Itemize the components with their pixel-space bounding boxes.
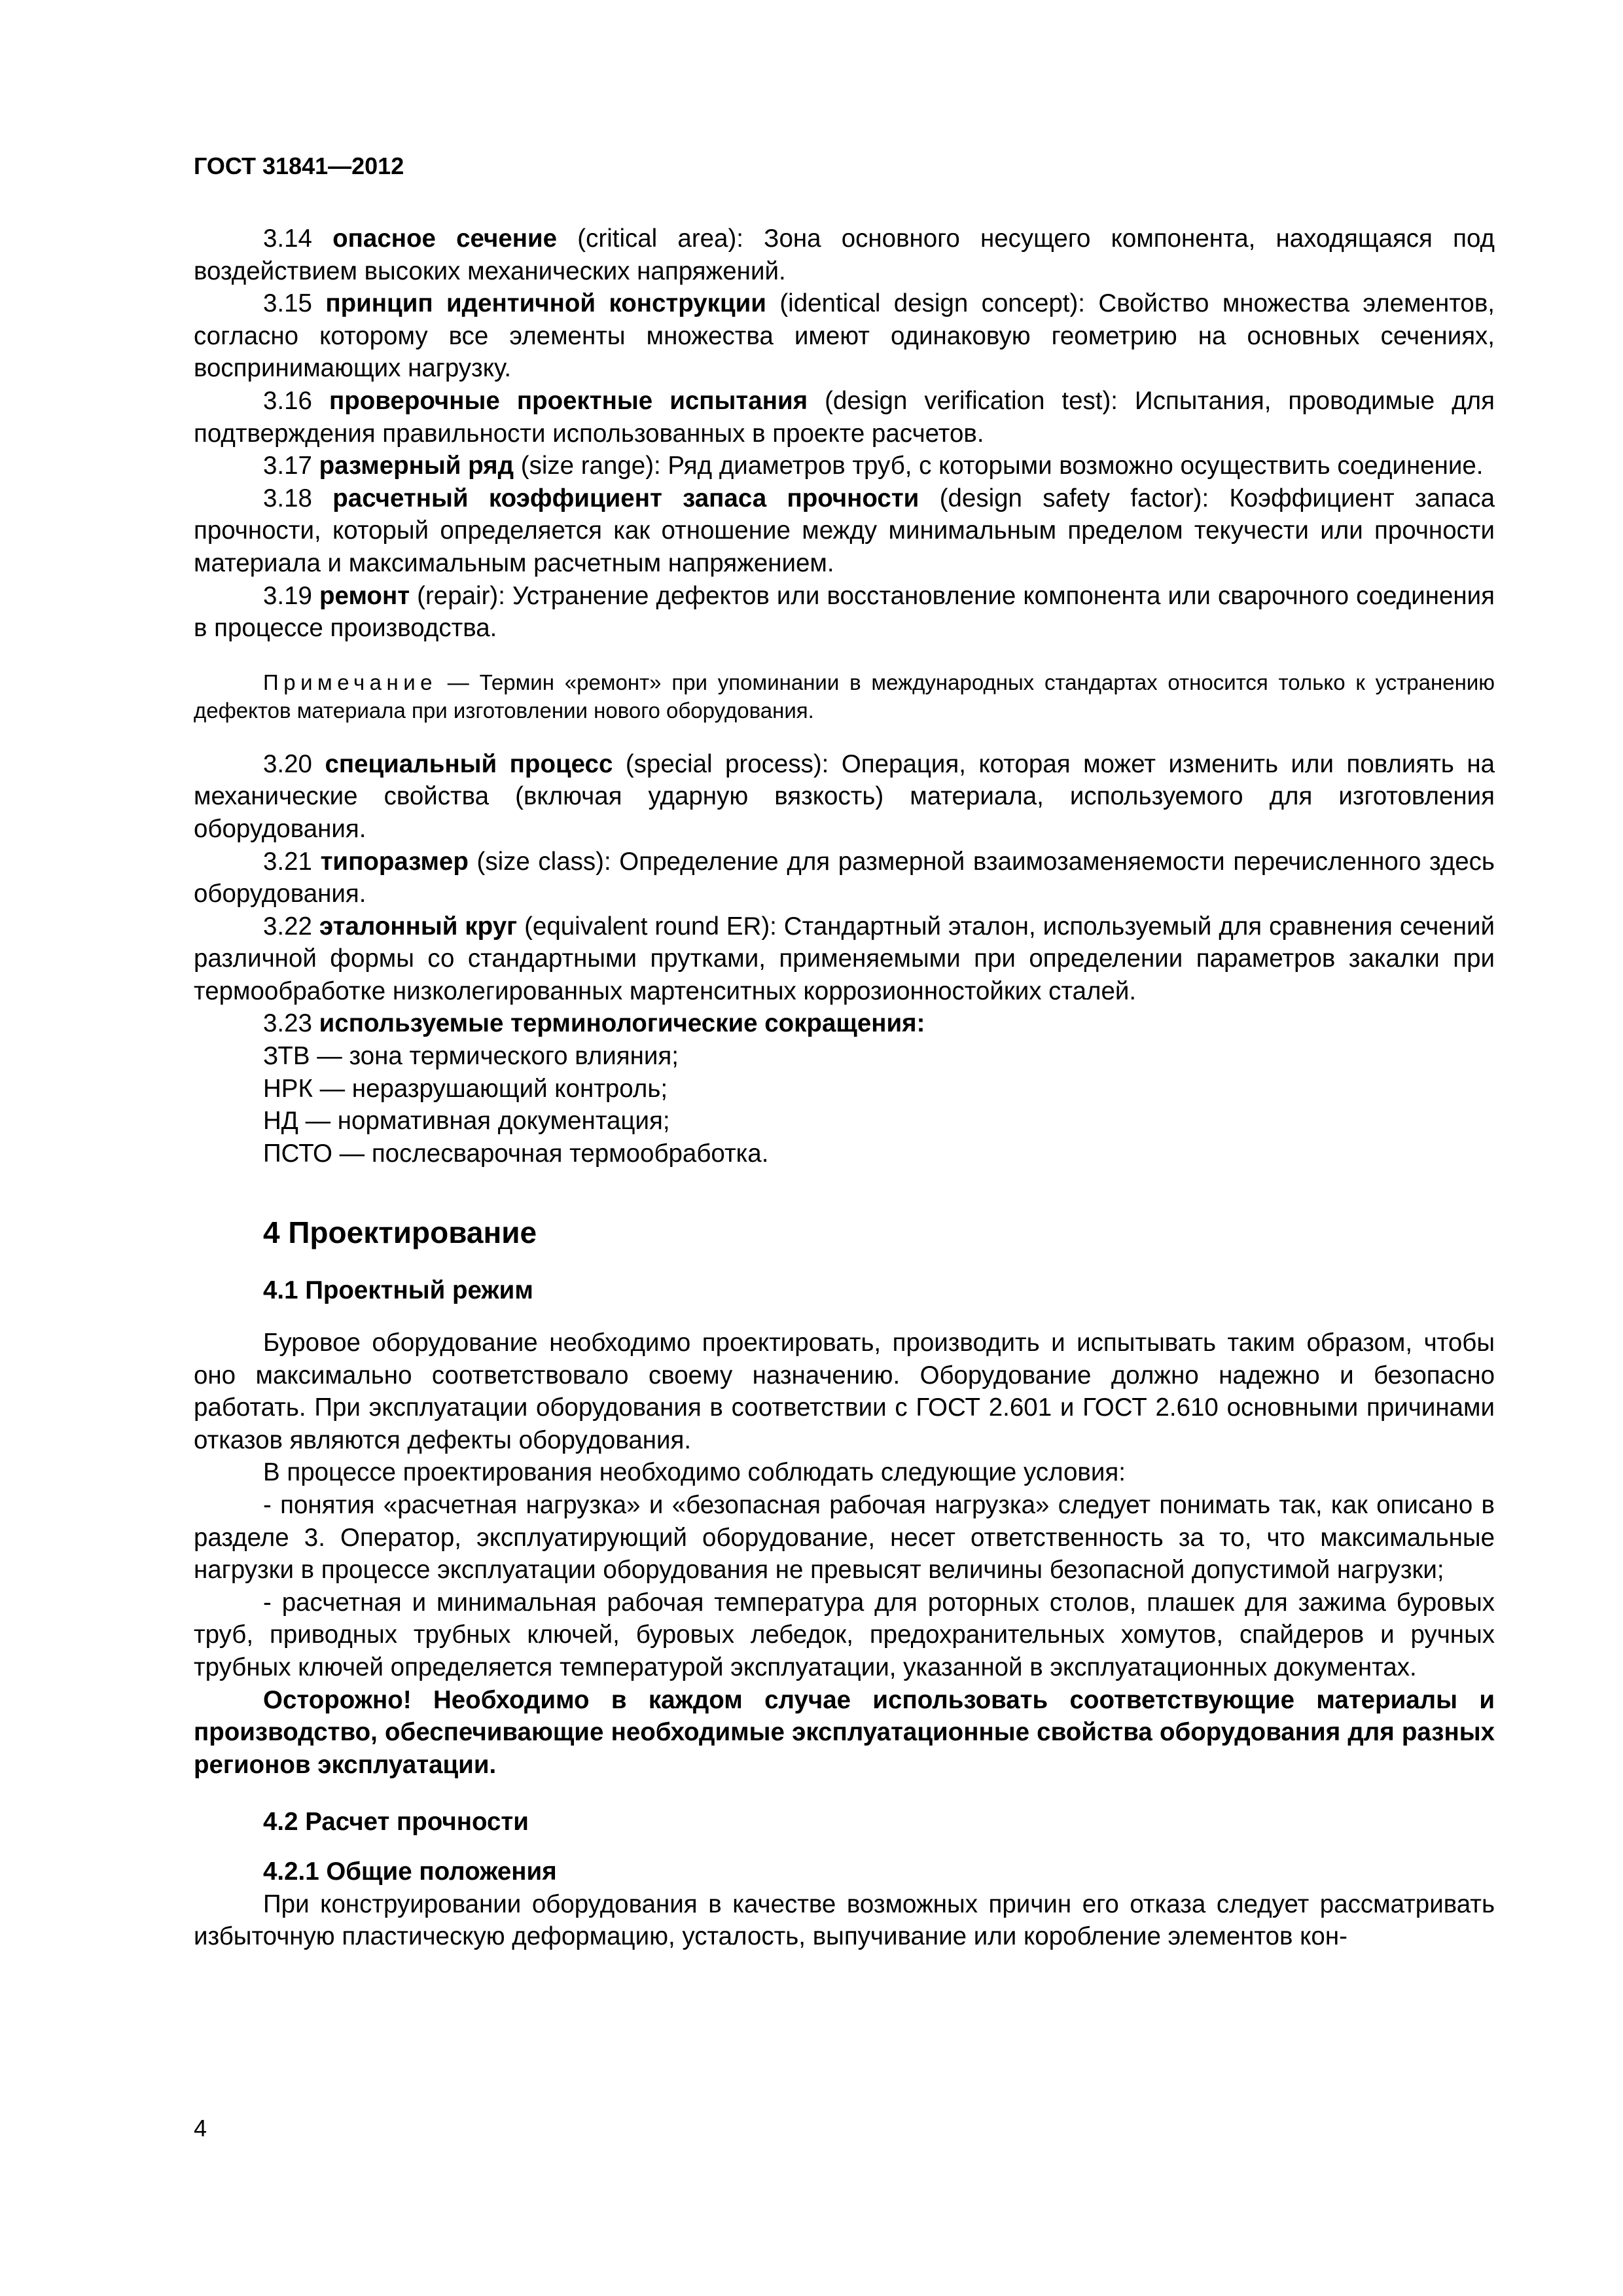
document-header: ГОСТ 31841—2012 <box>194 152 404 179</box>
term-definition <box>194 385 1495 450</box>
term-definition <box>194 910 1495 1008</box>
term-text: (critical area): Зона основного несущего компонента, находящаяся под воздействием высоких механических напряжений. <box>194 224 1495 285</box>
list-item: - расчетная и минимальная рабочая температура для роторных столов, плашек для зажима буровых труб, приводных трубных ключей, буровых лебедок, предохранительных хомутов, спайдеров и ручных трубных ключей определяется температурой эксплуатации, указанной в эксплуатационных документах. <box>194 1588 1495 1681</box>
abbreviation-item: ЗТВ — зона термического влияния; <box>263 1042 679 1071</box>
term-text: (special process): Операция, которая может изменить или повлиять на механические свойства (включая ударную вязкость) материала, используемого для изготовления оборудования. <box>194 749 1495 843</box>
term-text: (design safety factor): Коэффициент запаса прочности, который определяется как отношение между минимальным пределом текучести или прочности материала и максимальным расчетным напряжением. <box>194 484 1495 577</box>
term-name: специальный процесс <box>325 749 613 778</box>
paragraph: В процессе проектирования необходимо соблюдать следующие условия: <box>263 1458 1126 1487</box>
term-name: размерный ряд <box>319 452 514 480</box>
term-definition <box>194 1007 1495 1040</box>
term-text: (size range): Ряд диаметров труб, с которыми возможно осуществить соединение. <box>514 452 1484 480</box>
term-text: (size class): Определение для размерной взаимозаменяемости перечисленного здесь оборудования. <box>194 847 1495 908</box>
subsection-title: 4.2.1 Общие положения <box>263 1857 557 1886</box>
note-text: — Термин «ремонт» при упоминании в международных стандартах относится только к устранению дефектов материала при изготовлении нового оборудования. <box>194 670 1495 723</box>
term-definition <box>194 223 1495 287</box>
document-body <box>194 223 1495 1953</box>
subsection-title: 4.1 Проектный режим <box>263 1276 533 1305</box>
term-number: 3.15 <box>263 289 312 318</box>
term-definition <box>194 482 1495 580</box>
section-title: 4 Проектирование <box>263 1215 537 1250</box>
paragraph: Буровое оборудование необходимо проектировать, производить и испытывать таким образом, чтобы оно максимально соответствовало своему назначению. Оборудование должно надежно и безопасно работать. При эксплуатации оборудования в соответствии с ГОСТ 2.601 и ГОСТ 2.610 основными причинами отказов являются дефекты оборудования. <box>194 1329 1495 1454</box>
term-number: 3.23 <box>263 1009 312 1038</box>
term-number: 3.17 <box>263 452 312 480</box>
term-definition <box>194 846 1495 910</box>
abbreviation-item: ПСТО — послесварочная термообработка. <box>263 1139 769 1168</box>
term-name: принцип идентичной конструкции <box>325 289 766 318</box>
term-name: опасное сечение <box>332 224 558 253</box>
term-name: эталонный круг <box>319 912 518 941</box>
term-text: (design verification test): Испытания, проводимые для подтверждения правильности использованных в проекте расчетов. <box>194 386 1495 448</box>
term-number: 3.18 <box>263 484 312 512</box>
term-text: (identical design concept): Свойство множества элементов, согласно которому все элементы множества имеют одинаковую геометрию на основных сечениях, воспринимающих нагрузку. <box>194 289 1495 383</box>
term-definition <box>194 287 1495 385</box>
term-number: 3.22 <box>263 912 312 941</box>
term-text: (repair): Устранение дефектов или восстановление компонента или сварочного соединения в процессе производства. <box>194 581 1495 643</box>
term-number: 3.19 <box>263 581 312 610</box>
note-label: Примечание <box>263 670 438 694</box>
abbreviation-item: НРК — неразрушающий контроль; <box>263 1074 668 1103</box>
term-name: используемые терминологические сокращения: <box>319 1009 925 1038</box>
term-definition <box>194 748 1495 846</box>
term-number: 3.20 <box>263 749 312 778</box>
term-name: ремонт <box>319 581 410 610</box>
term-number: 3.21 <box>263 847 312 876</box>
abbreviation-item: НД — нормативная документация; <box>263 1107 670 1136</box>
term-number: 3.14 <box>263 224 312 253</box>
page-number: 4 <box>194 2115 207 2142</box>
subsection-title: 4.2 Расчет прочности <box>263 1808 529 1837</box>
warning-paragraph: Осторожно! Необходимо в каждом случае использовать соответствующие материалы и производство, обеспечивающие необходимые эксплуатационные свойства оборудования для разных регионов эксплуатации. <box>194 1685 1495 1779</box>
term-name: проверочные проектные испытания <box>329 386 808 415</box>
paragraph: При конструировании оборудования в качестве возможных причин его отказа следует рассматривать избыточную пластическую деформацию, усталость, выпучивание или коробление элементов кон- <box>194 1890 1495 1951</box>
note <box>194 668 1495 725</box>
term-text: (equivalent round ER): Стандартный эталон, используемый для сравнения сечений различной формы со стандартными прутками, применяемыми при определении параметров закалки при термообработке низколегированных мартенситных коррозионностойких сталей. <box>194 912 1495 1005</box>
term-number: 3.16 <box>263 386 312 415</box>
term-name: расчетный коэффициент запаса прочности <box>332 484 919 512</box>
list-item: - понятия «расчетная нагрузка» и «безопасная рабочая нагрузка» следует понимать так, как описано в разделе 3. Оператор, эксплуатирующий оборудование, несет ответственность за то, что максимальные нагрузки в процессе эксплуатации оборудования не превысят величины безопасной допустимой нагрузки; <box>194 1491 1495 1585</box>
term-definition <box>194 450 1495 482</box>
term-definition <box>194 580 1495 645</box>
term-name: типоразмер <box>320 847 469 876</box>
